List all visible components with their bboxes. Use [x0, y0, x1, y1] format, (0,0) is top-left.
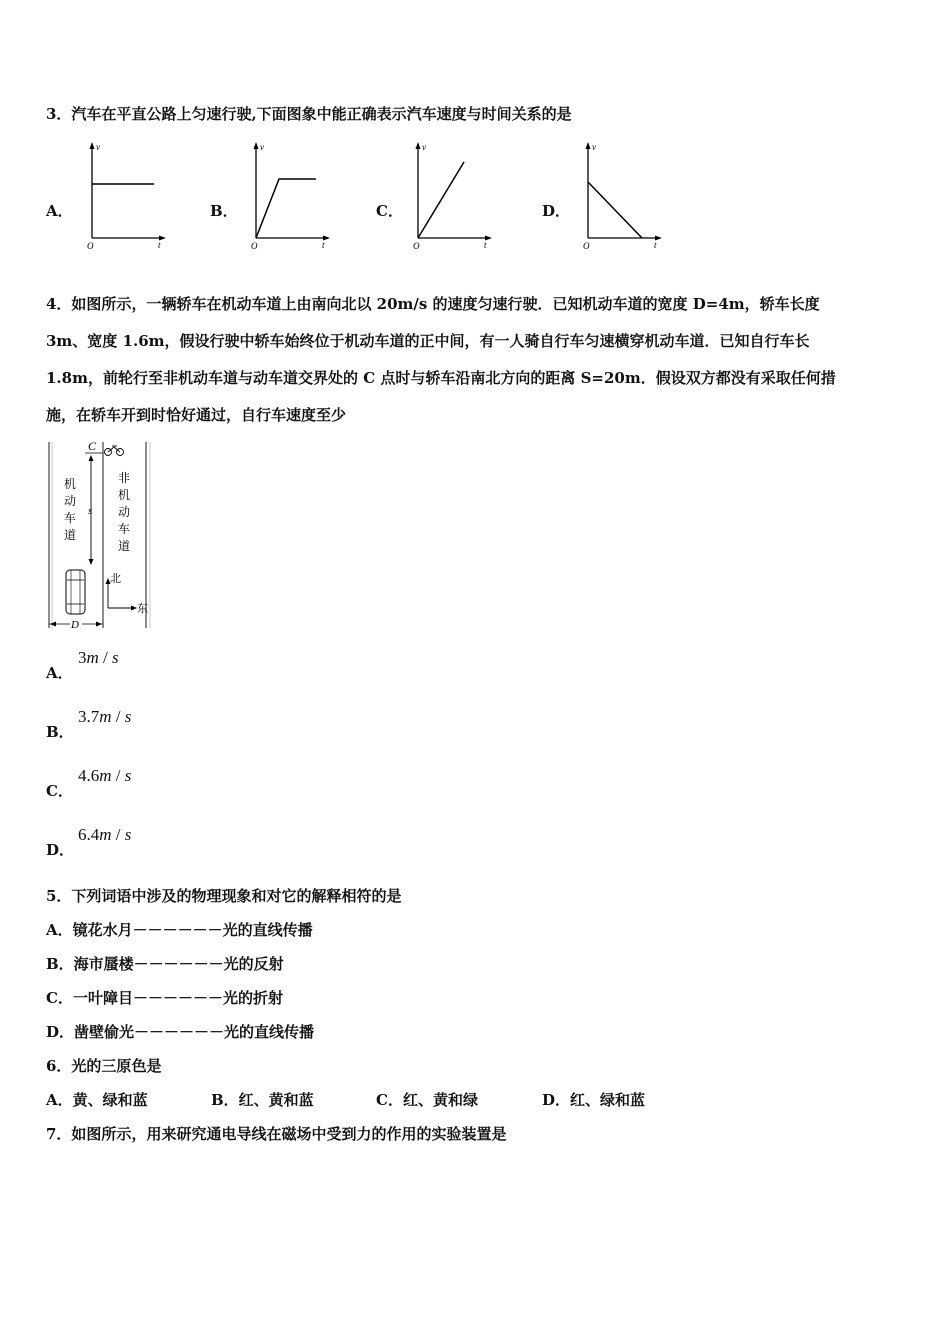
q3-b-origin: O — [251, 241, 258, 251]
q5-option-c: C．一叶障目－－－－－－光的折射 — [46, 989, 283, 1007]
q4-stem — [46, 286, 896, 434]
q5-option-d: D．凿壁偷光－－－－－－光的直线传播 — [46, 1023, 315, 1041]
q4-label-east: 东 — [137, 603, 148, 615]
q3-option-a-label: A． — [46, 202, 73, 220]
q4-option-b-label: B． — [46, 723, 74, 741]
q4-option-a-label: A． — [46, 664, 73, 682]
q4-label-north: 北 — [110, 573, 121, 585]
q3-option-d-label: D． — [542, 202, 571, 220]
q3-c-origin: O — [413, 241, 420, 251]
q4-stem-line-3: 1.8m，前轮行至非机动车道与动车道交界处的 C 点时与轿车沿南北方向的距离 S=20m．假设双方都没有采取任何措 — [46, 369, 836, 387]
q3-graph-c — [406, 138, 496, 253]
q4-option-b-value: 3.7m / s — [78, 707, 132, 726]
q4-stem-line-2: 3m、宽度 1.6m，假设行驶中轿车始终位于机动车道的正中间，有一人骑自行车匀速横穿机动车道．已知自行车长 — [46, 332, 810, 350]
q3-option-b-label: B． — [210, 202, 238, 220]
q3-a-axis-v: v — [96, 142, 100, 152]
bicycle-icon — [105, 446, 124, 456]
q3-graph-a — [80, 138, 170, 253]
q3-b-series — [256, 179, 316, 238]
q3-graph-d — [576, 138, 666, 253]
q6-option-a: A．黄、绿和蓝 — [46, 1091, 148, 1109]
q4-stem-line-4: 施，在轿车开到时恰好通过，自行车速度至少 — [46, 406, 347, 424]
q4-road-figure — [40, 436, 156, 634]
q4-label-nonmotor-lane: 非机动车道 — [118, 471, 131, 553]
q3-graph-b — [244, 138, 334, 253]
q3-option-c-label: C． — [376, 202, 403, 220]
q4-option-d-label: D． — [46, 841, 75, 859]
q4-option-a-value: 3m / s — [78, 648, 119, 667]
q4-label-c: C — [88, 439, 97, 453]
q4-label-s: s — [88, 505, 93, 517]
q3-c-series — [418, 162, 464, 238]
q4-stem-line-1: 4．如图所示，一辆轿车在机动车道上由南向北以 20m/s 的速度匀速行驶．已知机动车道的宽度 D=4m，轿车长度 — [46, 295, 820, 313]
q4-option-c-label: C． — [46, 782, 73, 800]
q5-option-b: B．海市蜃楼－－－－－－光的反射 — [46, 955, 284, 973]
q5-option-a: A．镜花水月－－－－－－光的直线传播 — [46, 921, 313, 939]
q4-option-d-value: 6.4m / s — [78, 825, 132, 844]
car-icon — [66, 570, 85, 614]
q7-stem: 7．如图所示，用来研究通电导线在磁场中受到力的作用的实验装置是 — [46, 1125, 507, 1143]
q4-option-c-value: 4.6m / s — [78, 766, 132, 785]
q4-label-motor-lane: 机动车道 — [64, 477, 77, 542]
q3-c-axis-v: v — [422, 142, 426, 152]
q6-option-b: B．红、黄和蓝 — [211, 1091, 314, 1109]
q3-c-axis-t: t — [484, 240, 487, 250]
q3-b-axis-v: v — [260, 142, 264, 152]
q3-b-axis-t: t — [322, 240, 325, 250]
q3-d-series — [588, 182, 642, 238]
q5-stem: 5．下列词语中涉及的物理现象和对它的解释相符的是 — [46, 887, 402, 905]
q3-stem: 3．汽车在平直公路上匀速行驶,下面图象中能正确表示汽车速度与时间关系的是 — [46, 105, 572, 123]
q6-option-d: D．红、绿和蓝 — [542, 1091, 646, 1109]
q3-a-origin: O — [87, 241, 94, 251]
q3-d-axis-t: t — [654, 240, 657, 250]
q6-stem: 6．光的三原色是 — [46, 1057, 162, 1075]
q6-option-c: C．红、黄和绿 — [376, 1091, 478, 1109]
q3-d-origin: O — [583, 241, 590, 251]
q3-d-axis-v: v — [592, 142, 596, 152]
q3-a-axis-t: t — [158, 240, 161, 250]
q4-label-d: D — [71, 619, 79, 631]
